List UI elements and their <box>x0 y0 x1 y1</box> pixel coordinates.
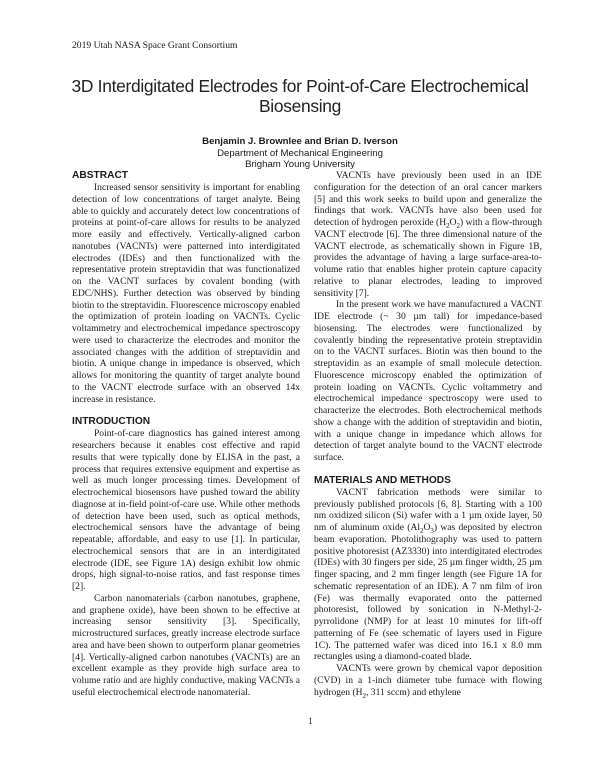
text-run: VACNTs were grown by chemical vapor deposition (CVD) in a 1-inch diameter tube furnace with flowing hydrogen (H <box>314 663 542 698</box>
subscript: 3 <box>430 526 434 535</box>
methods-paragraph-1 <box>314 487 542 663</box>
section-gap <box>314 464 542 475</box>
text-run: ) with a flow-through VACNT electrode [6]. The three dimensional nature of the VACNT electrode, as schematically shown in Figure 1B, provides the advantage of having a large surface-area-to-volume ratio that enables higher protein capture capacity relative to planar electrodes, leading to improved sensitivity [7]. <box>314 217 542 299</box>
section-gap <box>72 405 300 416</box>
running-header: 2019 Utah NASA Space Grant Consortium <box>72 40 238 51</box>
text-run: VACNTs have previously been used in an IDE configuration for the detection of an oral cancer markers [5] and this work seeks to build upon and generalize the findings that work. VACNTs have also been used for detection of hydrogen peroxide (H <box>314 170 542 228</box>
subscript: 2 <box>456 221 460 230</box>
text-run: ) was deposited by electron beam evaporation. Photolithography was used to pattern positive photoresist (AZ3330) into interdigitated electrodes (IDEs) with 30 fingers per side, 25 µm finger width, 25 µm finger spacing, and 2 mm finger length (see Figure 1A for schematic representation of an IDE). A 7 nm film of iron (Fe) was thermally evaporated onto the patterned photoresist, followed by sonication in N-Methyl-2-pyrrolidone (NMP) for at least 10 minutes for lift-off patterning of Fe (see schematic of layers used in Figure 1C). The patterned wafer was diced into 16.1 x 8.0 mm rectangles using a diamond-coated blade. <box>314 522 542 663</box>
introduction-paragraph-3 <box>314 170 542 299</box>
abstract-heading: ABSTRACT <box>72 170 129 181</box>
introduction-heading: INTRODUCTION <box>72 416 151 428</box>
introduction-paragraph-1: Point-of-care diagnostics has gained interest among researchers because it enables cost effective and rapid results that were typically done by ELISA in the past, a process that requires extensive equipment and expertise as well as much longer processing times. Development of electrochemical biosensors have pushed toward the ability diagnose at in-field point-of-care use. While other methods of detection have been used, such as optical methods, electrochemical sensors have the advantage of being repeatable, affordable, and easy to use [1]. In particular, electrochemical sensors that are in an interdigitated electrode (IDE, see Figure 1A) design exhibit low ohmic drops, high signal-to-noise ratios, and fast response times [2]. <box>72 428 300 592</box>
department: Department of Mechanical Engineering <box>217 148 383 159</box>
university: Brigham Young University <box>245 159 355 170</box>
subscript: 2 <box>446 221 450 230</box>
text-run: O <box>423 522 431 533</box>
subscript: 2 <box>362 691 367 700</box>
introduction-paragraph-4: In the present work we have manufactured a VACNT IDE electrode (~ 30 µm tall) for impedance-based biosensing. The electrodes were functionalized by covalently binding the representative protein streptavidin on to the VACNT surfaces. Biotin was then bound to the streptavidin as an example of small molecule detection. Fluorescence microscopy enabled the optimization of protein loading on VACNTs. Cyclic voltammetry and electrochemical impedance spectroscopy were used to characterize the electrodes. Both electrochemical methods show a change with the addition of streptavidin and biotin, with a unique change in impedance which allows for detection of target analyte bound to the VACNT electrode surface. <box>314 299 542 463</box>
text-run: , 311 sccm) and ethylene <box>366 686 461 698</box>
methods-paragraph-2 <box>314 663 542 698</box>
text-run: VACNT fabrication methods were similar to previously published protocols [6, 8]. Starting with a 100 nm oxidized silicon (Si) wafer with a 1 µm oxide layer, 50 nm of aluminum oxide (Al <box>314 486 542 533</box>
subscript: 2 <box>420 526 424 535</box>
abstract-text: Increased sensor sensitivity is important for enabling detection of low concentrations of target analyte. Being able to quickly and accurately detect low concentrations of proteins at point-of-care allows for results to be analyzed more easily and effectively. Vertically-aligned carbon nanotubes (VACNTs) were patterned into interdigitated electrodes (IDEs) and then functionalized with the representative protein streptavidin that was functionalized on the VACNT surfaces by covalent bonding (with EDC/NHS). Further detection was observed by binding biotin to the streptavidin. Fluorescence microscopy enabled the optimization of protein loading on VACNTs. Cyclic voltammetry and electrochemical impedance spectroscopy were used to characterize the electrodes and monitor the associated changes with the addition of streptavidin and biotin. A unique change in impedance is observed, which allows for monitoring the quantity of target analyte bound to the VACNT electrode surface with an observed 14x increase in resistance. <box>72 182 300 405</box>
right-column <box>314 170 542 698</box>
authors: Benjamin J. Brownlee and Brian D. Iverson <box>202 136 398 147</box>
page-number: 1 <box>308 716 313 727</box>
methods-heading: MATERIALS AND METHODS <box>314 474 451 486</box>
left-column <box>72 170 300 699</box>
text-run: O <box>449 217 457 228</box>
paper-title: 3D Interdigitated Electrodes for Point-of-Care Electrochemical Biosensing <box>71 76 529 116</box>
introduction-paragraph-2: Carbon nanomaterials (carbon nanotubes, graphene, and graphene oxide), have been shown to be effective at increasing sensor sensitivity [3]. Specifically, microstructured surfaces, greatly increase electrode surface area and have been shown to outperform planar geometries [4]. Vertically-aligned carbon nanotubes (VACNTs) are an excellent example as they provide high surface area to volume ratio and are highly conductive, making VACNTs a useful electrochemical electrode nanomaterial. <box>72 592 300 698</box>
